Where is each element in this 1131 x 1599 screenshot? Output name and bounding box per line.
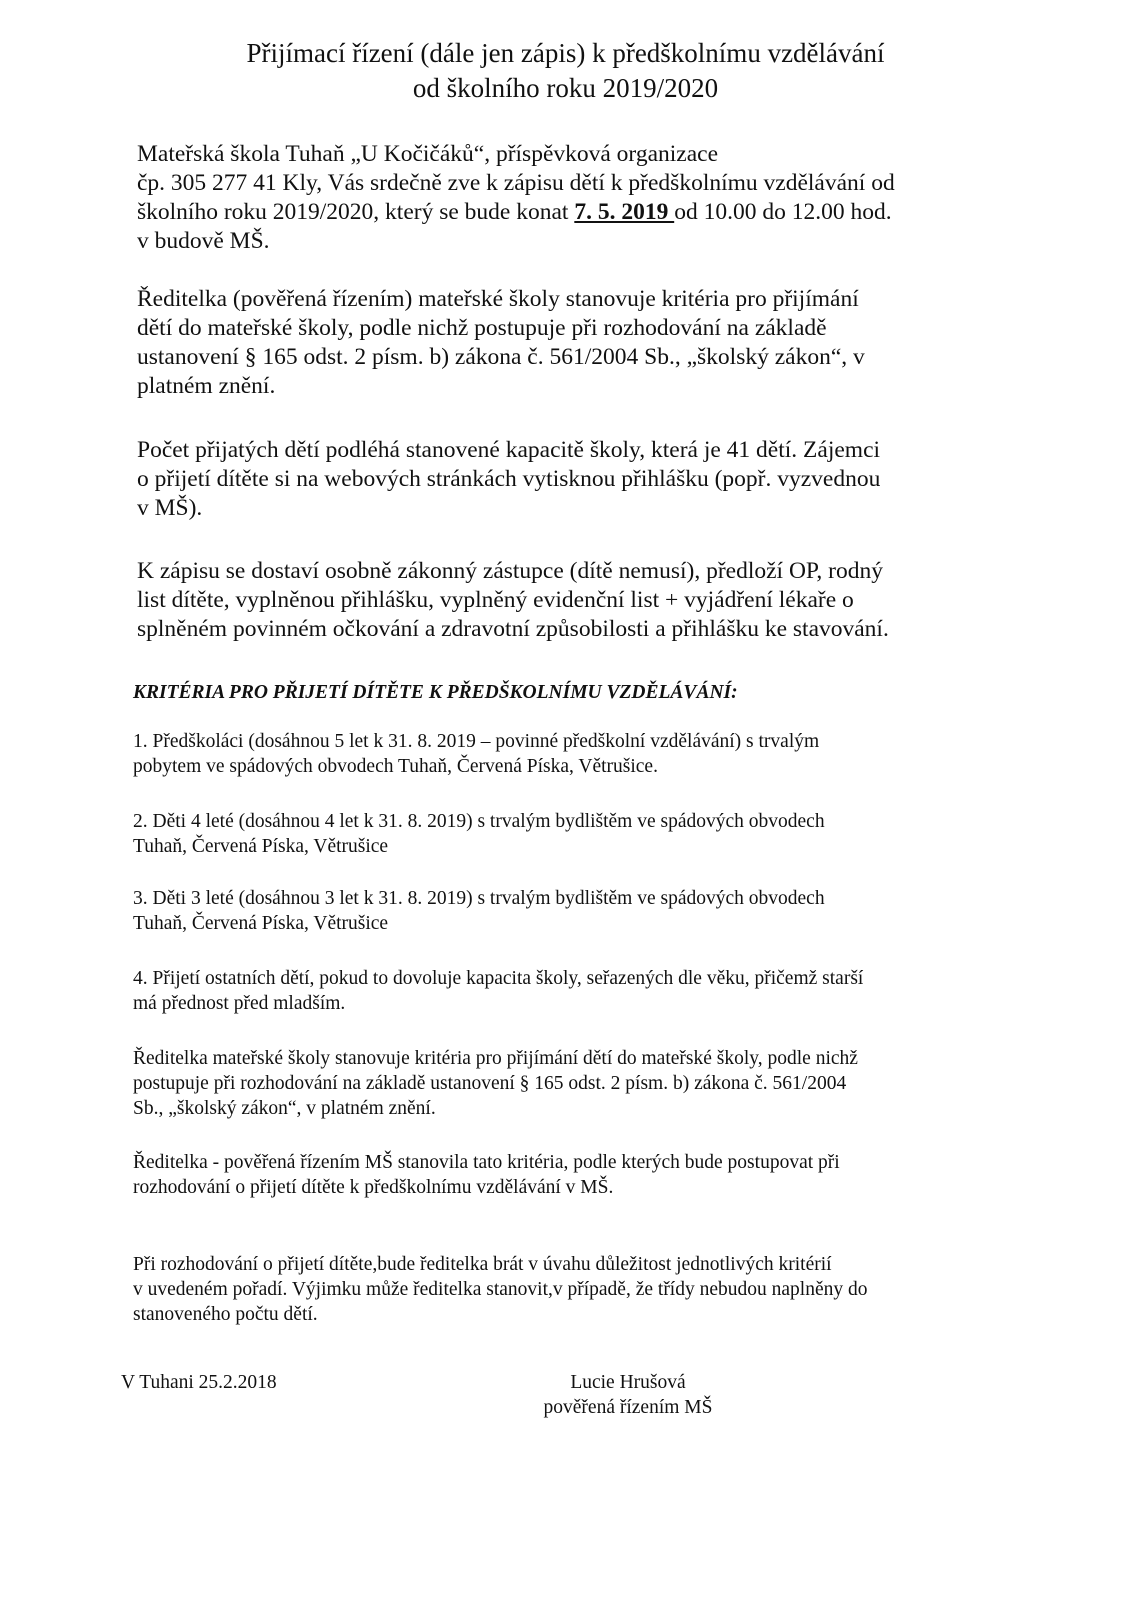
- closing-3-line-2: v uvedeném pořadí. Výjimku může ředitelka stanovit,v případě, že třídy nebudou naplněny do: [133, 1279, 868, 1300]
- closing-paragraph-2: [133, 1150, 1013, 1200]
- closing-2-line-1: Ředitelka - pověřená řízením MŠ stanovila tato kritéria, podle kterých bude postupovat při: [133, 1152, 840, 1173]
- criterion-1: [133, 729, 1013, 779]
- capacity-line-1: Počet přijatých dětí podléhá stanovené kapacitě školy, která je 41 dětí. Zájemci: [137, 437, 881, 463]
- intro-line-4: v budově MŠ.: [137, 228, 270, 254]
- enrollment-time: od 10.00 do 12.00 hod.: [674, 199, 892, 225]
- documents-paragraph: [137, 557, 1017, 644]
- capacity-line-3: v MŠ).: [137, 495, 203, 521]
- criterion-1-line-2: pobytem ve spádových obvodech Tuhaň, Červená Píska, Větrušice.: [133, 756, 658, 777]
- closing-3-line-3: stanoveného počtu dětí.: [133, 1304, 318, 1325]
- closing-paragraph-1: [133, 1046, 1013, 1121]
- closing-1-line-1: Ředitelka mateřské školy stanovuje kritéria pro přijímání dětí do mateřské školy, podle nichž: [133, 1048, 858, 1069]
- criterion-3: [133, 886, 1013, 936]
- criterion-2: [133, 809, 1013, 859]
- place-and-date: V Tuhani 25.2.2018: [121, 1372, 277, 1393]
- criterion-4-line-1: 4. Přijetí ostatních dětí, pokud to dovoluje kapacita školy, seřazených dle věku, přičemž starší: [133, 968, 864, 989]
- closing-1-line-2: postupuje při rozhodování na základě ustanovení § 165 odst. 2 písm. b) zákona č. 561/2004: [133, 1073, 847, 1094]
- document-title-line-1: Přijímací řízení (dále jen zápis) k předškolnímu vzdělávání: [246, 38, 885, 68]
- intro-line-3: [137, 198, 1017, 227]
- signature-block: [528, 1370, 728, 1420]
- signatory-role: pověřená řízením MŠ: [543, 1397, 713, 1418]
- capacity-line-2: o přijetí dítěte si na webových stránkách vytisknou přihlášku (popř. vyzvednou: [137, 466, 881, 492]
- criterion-2-line-1: 2. Děti 4 leté (dosáhnou 4 let k 31. 8. 2019) s trvalým bydlištěm ve spádových obvodech: [133, 811, 825, 832]
- documents-line-1: K zápisu se dostaví osobně zákonný zástupce (dítě nemusí), předloží OP, rodný: [137, 558, 883, 584]
- capacity-paragraph: [137, 436, 1017, 523]
- criterion-4: [133, 966, 1013, 1016]
- criterion-3-line-2: Tuhaň, Červená Píska, Větrušice: [133, 913, 389, 934]
- document-title-line-2: od školního roku 2019/2020: [412, 73, 719, 103]
- closing-1-line-3: Sb., „školský zákon“, v platném znění.: [133, 1098, 436, 1119]
- director-line-4: platném znění.: [137, 373, 276, 399]
- director-line-2: dětí do mateřské školy, podle nichž postupuje při rozhodování na základě: [137, 315, 827, 341]
- criterion-3-line-1: 3. Děti 3 leté (dosáhnou 3 let k 31. 8. 2019) s trvalým bydlištěm ve spádových obvodech: [133, 888, 825, 909]
- closing-3-line-1: Při rozhodování o přijetí dítěte,bude ředitelka brát v úvahu důležitost jednotlivých kritérií: [133, 1254, 832, 1275]
- criterion-2-line-2: Tuhaň, Červená Píska, Větrušice: [133, 836, 389, 857]
- criterion-4-line-2: má přednost před mladším.: [133, 993, 346, 1014]
- director-paragraph: [137, 285, 1017, 401]
- director-line-1: Ředitelka (pověřená řízením) mateřské školy stanovuje kritéria pro přijímání: [137, 286, 859, 312]
- criterion-1-line-1: 1. Předškoláci (dosáhnou 5 let k 31. 8. 2019 – povinné předškolní vzdělávání) s trvalým: [133, 731, 820, 752]
- criteria-heading: KRITÉRIA PRO PŘIJETÍ DÍTĚTE K PŘEDŠKOLNÍMU VZDĚLÁVÁNÍ:: [133, 682, 738, 703]
- enrollment-date: 7. 5. 2019: [574, 199, 675, 225]
- closing-2-line-2: rozhodování o přijetí dítěte k předškolnímu vzdělávání v MŠ.: [133, 1177, 614, 1198]
- intro-line-2: čp. 305 277 41 Kly, Vás srdečně zve k zápisu dětí k předškolnímu vzdělávání od: [137, 170, 895, 196]
- intro-line-1: Mateřská škola Tuhaň „U Kočičáků“, příspěvková organizace: [137, 141, 719, 167]
- documents-line-2: list dítěte, vyplněnou přihlášku, vyplněný evidenční list + vyjádření lékaře o: [137, 587, 854, 613]
- director-line-3: ustanovení § 165 odst. 2 písm. b) zákona č. 561/2004 Sb., „školský zákon“, v: [137, 344, 865, 370]
- signatory-name: Lucie Hrušová: [570, 1372, 686, 1393]
- intro-line-3-text: školního roku 2019/2020, který se bude konat: [137, 199, 575, 225]
- closing-paragraph-3: [133, 1252, 1013, 1327]
- documents-line-3: splněném povinném očkování a zdravotní způsobilosti a přihlášku ke stavování.: [137, 616, 889, 642]
- intro-paragraph: [137, 140, 1017, 256]
